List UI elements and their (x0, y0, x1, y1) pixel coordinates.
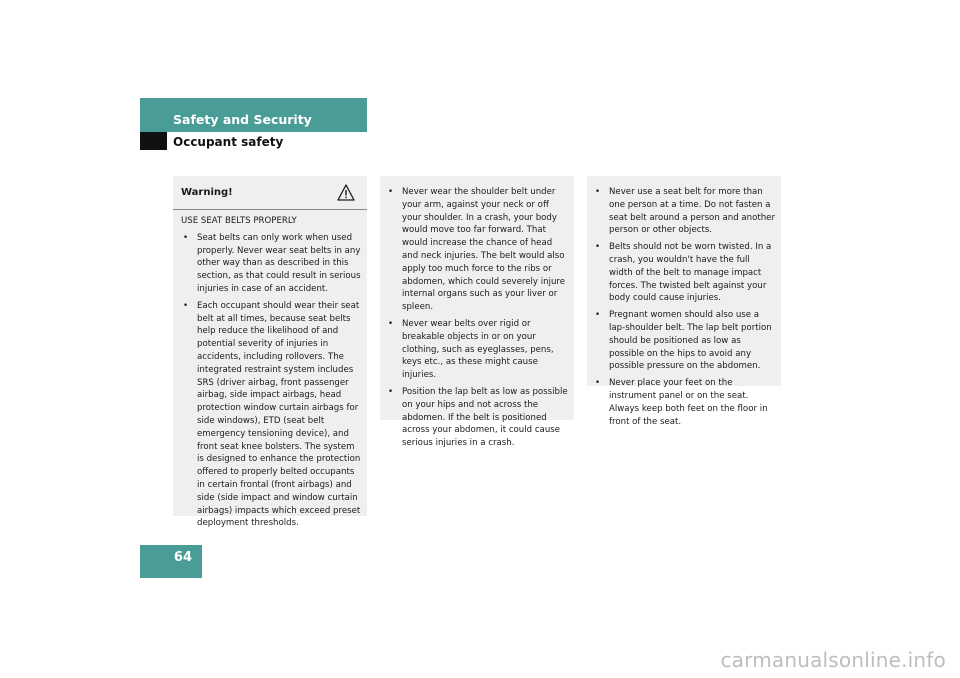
list-item-text: Never use a seat belt for more than one person at a time. Do not fasten a seat belt around a person and another person or other objects. (609, 187, 776, 236)
bullet-mark: • (388, 187, 394, 197)
bullet-mark: • (183, 300, 189, 311)
bullet-mark: • (595, 187, 601, 197)
bullet-mark: • (595, 242, 601, 253)
middle-panel (380, 176, 574, 449)
bullet-mark: • (595, 310, 601, 321)
list-item-text: Never wear the shoulder belt under your arm, against your neck or off your shoulder. In a crash, your body would move too far forward. That would increase the chance of head and neck injuries. The belt would also apply too much force to the ribs or abdomen, which could severely injure internal organs such as your liver or spleen. (402, 187, 566, 313)
list-item-text: Never wear belts over rigid or breakable objects in or on your clothing, such as eyeglasses, pens, keys etc., as these might cause injuries. (402, 318, 554, 381)
list-item (386, 318, 568, 382)
list-item-text: Position the lap belt as low as possible on your hips and not across the abdomen. If the belt is positioned across your abdomen, it could cause serious injuries in a crash. (402, 386, 568, 449)
list-item (593, 377, 775, 428)
bullet-mark: • (388, 386, 394, 397)
page-number: 64 (173, 550, 192, 565)
warning-title: Warning! (181, 187, 233, 198)
right-panel (587, 176, 781, 427)
list-item (386, 186, 568, 314)
warning-panel (173, 176, 367, 529)
list-item (593, 309, 775, 373)
warning-triangle-icon (337, 184, 355, 201)
list-item (386, 386, 568, 450)
section-title: Safety and Security (173, 112, 312, 127)
subsection-title: Occupant safety (173, 135, 284, 149)
list-item (593, 186, 775, 237)
section-tab-marker (140, 132, 167, 150)
bullet-mark: • (595, 378, 601, 389)
warning-header (173, 176, 367, 210)
watermark: carmanualsonline.info (720, 648, 946, 672)
list-item-text: Belts should not be worn twisted. In a crash, you wouldn't have the full width of the belt to manage impact forces. The twisted belt against your body could cause injuries. (609, 242, 772, 304)
list-item (593, 241, 775, 305)
list-item-text: Seat belts can only work when used properly. Never wear seat belts in any other way than as described in this section, as that could result in serious injuries in case of an accident. (197, 232, 361, 294)
list-item (181, 300, 361, 530)
list-item-text: Each occupant should wear their seat belt at all times, because seat belts help reduce the likelihood of and potential severity of injuries in accidents, including rollovers. The integrated restraint system includes SRS (driver airbag, front passenger airbag, side impact airbags, head protection window curtain airbags for side windows), ETD (seat belt emergency tensioning device), and front seat knee bolsters. The system is designed to enhance the protection offered to properly belted occupants in certain frontal (front airbags) and side (side impact and window curtain airbags) impacts which exceed preset deployment thresholds. (197, 300, 361, 529)
warning-list (181, 232, 361, 530)
bullet-mark: • (388, 318, 394, 329)
list-item-text: Never place your feet on the instrument panel or on the seat. Always keep both feet on the floor in front of the seat. (609, 378, 768, 427)
bullet-mark: • (183, 232, 189, 243)
list-item-text: Pregnant women should also use a lap-shoulder belt. The lap belt portion should be positioned as low as possible on the hips to avoid any possible pressure on the abdomen. (609, 310, 772, 372)
right-list (593, 186, 775, 428)
page-number-box (140, 545, 202, 578)
list-item (181, 232, 361, 296)
warning-subheading: USE SEAT BELTS PROPERLY (181, 216, 297, 226)
middle-list (386, 186, 568, 450)
